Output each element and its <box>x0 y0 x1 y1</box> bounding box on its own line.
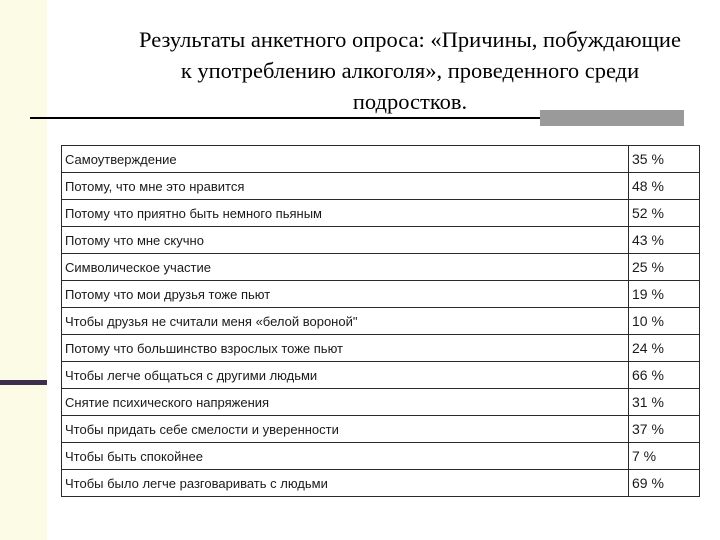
reason-cell: Снятие психического напряжения <box>62 389 629 416</box>
reason-cell: Самоутверждение <box>62 146 629 173</box>
percent-cell: 24 % <box>629 335 700 362</box>
percent-cell: 7 % <box>629 443 700 470</box>
title-line-1: Результаты анкетного опроса: «Причины, побуждающие <box>139 27 681 52</box>
percent-cell: 43 % <box>629 227 700 254</box>
percent-cell: 48 % <box>629 173 700 200</box>
reason-cell: Потому что мне скучно <box>62 227 629 254</box>
table-row <box>62 389 700 416</box>
reason-cell: Чтобы было легче разговаривать с людьми <box>62 470 629 497</box>
title-line-3: подростков. <box>352 89 468 114</box>
table-row <box>62 254 700 281</box>
table-row <box>62 227 700 254</box>
left-decorative-band <box>0 0 47 540</box>
title-line-2: к употреблению алкоголя», проведенного среди <box>180 58 640 83</box>
percent-cell: 25 % <box>629 254 700 281</box>
percent-cell: 66 % <box>629 362 700 389</box>
reason-cell: Потому что приятно быть немного пьяным <box>62 200 629 227</box>
percent-cell: 69 % <box>629 470 700 497</box>
reason-cell: Чтобы друзья не считали меня «белой вороной" <box>62 308 629 335</box>
reason-cell: Символическое участие <box>62 254 629 281</box>
reason-cell: Чтобы быть спокойнее <box>62 443 629 470</box>
percent-cell: 37 % <box>629 416 700 443</box>
table-row <box>62 470 700 497</box>
title-underline-rule <box>30 117 540 119</box>
percent-cell: 10 % <box>629 308 700 335</box>
reason-cell: Потому что мои друзья тоже пьют <box>62 281 629 308</box>
reason-cell: Чтобы легче общаться с другими людьми <box>62 362 629 389</box>
reason-cell: Потому, что мне это нравится <box>62 173 629 200</box>
percent-cell: 52 % <box>629 200 700 227</box>
slide-title <box>100 24 720 117</box>
reason-cell: Чтобы придать себе смелости и уверенности <box>62 416 629 443</box>
table-row <box>62 443 700 470</box>
percent-cell: 19 % <box>629 281 700 308</box>
table-row <box>62 416 700 443</box>
left-accent-rule <box>0 380 47 385</box>
table-row <box>62 335 700 362</box>
table-row <box>62 308 700 335</box>
survey-results-table <box>61 145 700 497</box>
percent-cell: 35 % <box>629 146 700 173</box>
title-accent-block <box>540 110 684 126</box>
table-row <box>62 200 700 227</box>
table-row <box>62 281 700 308</box>
percent-cell: 31 % <box>629 389 700 416</box>
table-row <box>62 173 700 200</box>
reason-cell: Потому что большинство взрослых тоже пьют <box>62 335 629 362</box>
table-row <box>62 362 700 389</box>
table-row <box>62 146 700 173</box>
